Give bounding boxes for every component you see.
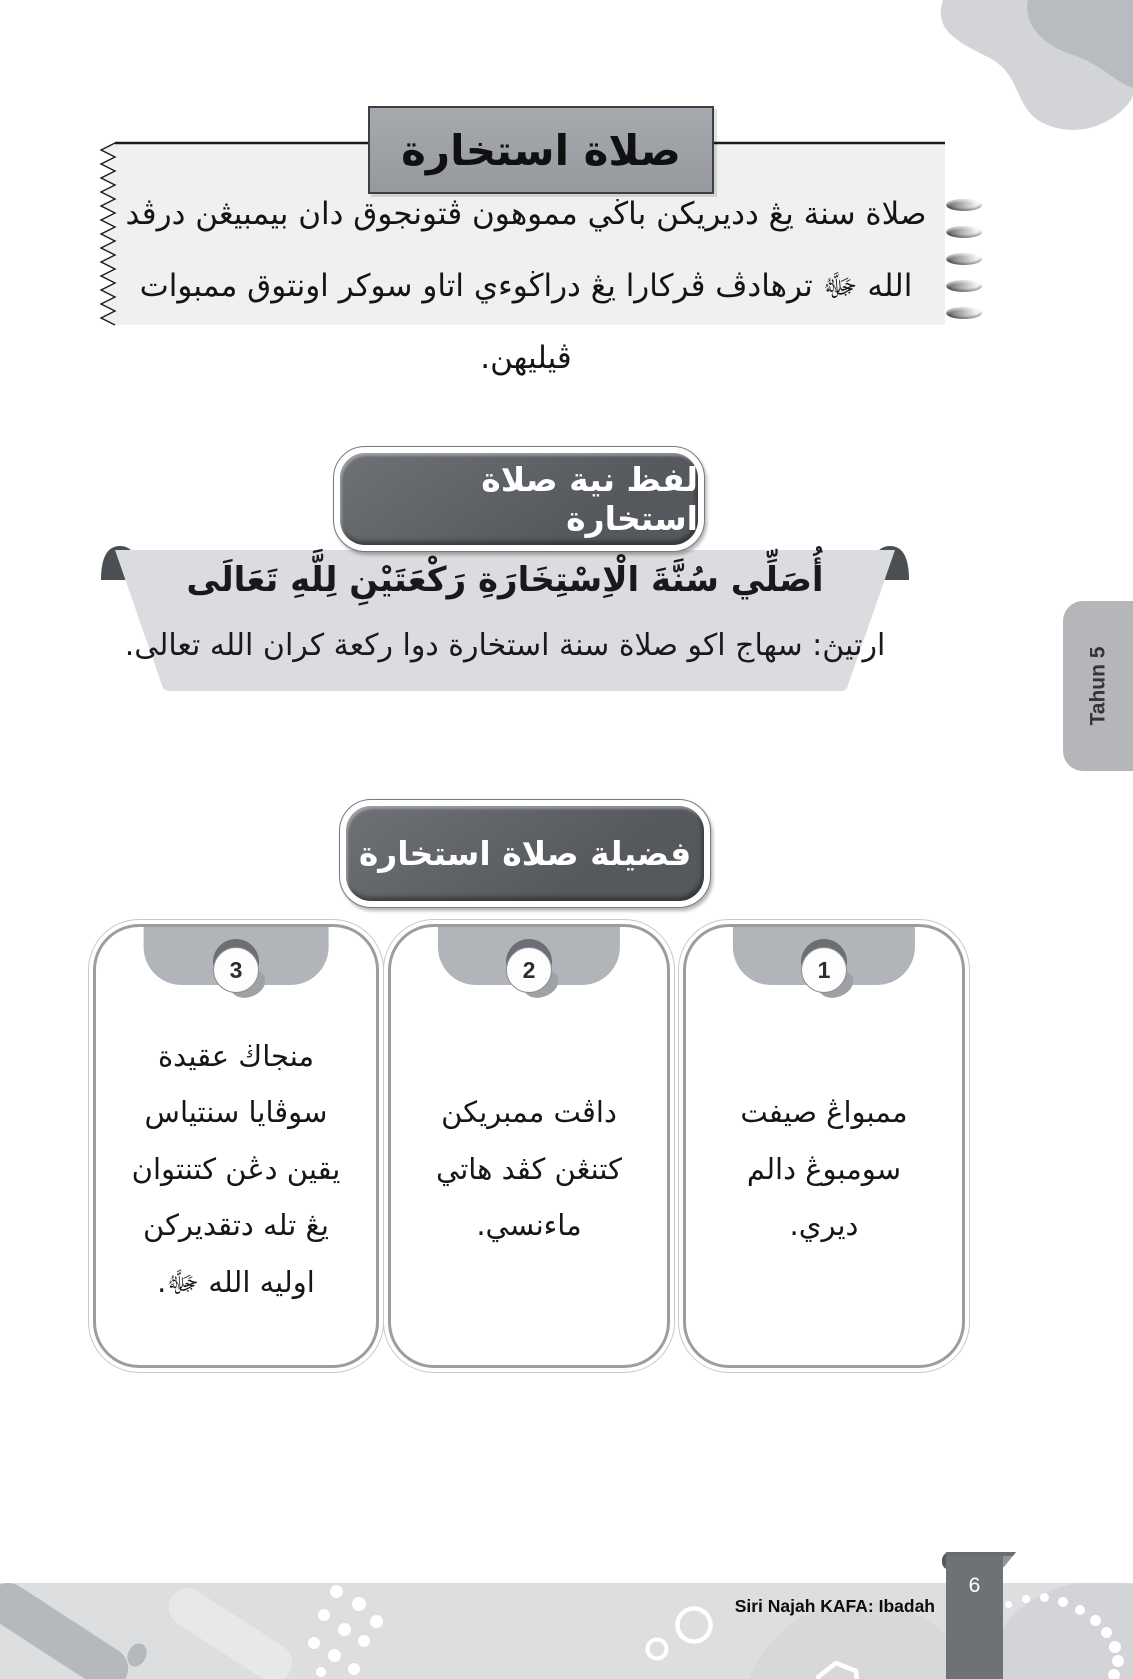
white-dot [352, 1597, 366, 1611]
spiral-ring [946, 253, 982, 265]
card-text: ممبواڠ صيفت سومبوڠ دالم ديري. [740, 1095, 908, 1243]
fadilat-card-1 [683, 924, 965, 1368]
card-text: منجاڬ عقيدة سوڤايا سنتياس يقين دڠن كتنتوان يڠ تله دتقديركن اوليه الله ﷻ. [131, 1038, 341, 1299]
card-number-badge: 3 [213, 947, 259, 993]
page-title-box [368, 106, 714, 194]
arc-dot [1075, 1605, 1085, 1615]
niat-meaning-text: ارتيڽ: سهاج اكو صلاة سنة استخارة دوا ركعة كران الله تعالى. [124, 628, 886, 663]
pentagon-decoration [812, 1659, 868, 1679]
arc-dot [1108, 1669, 1120, 1679]
arc-dot [1112, 1655, 1124, 1667]
white-dot [358, 1635, 370, 1647]
niat-banner [95, 538, 915, 694]
arc-dot [1022, 1595, 1030, 1603]
card-number-badge: 2 [506, 947, 552, 993]
white-dot [318, 1609, 330, 1621]
card-number-badge: 1 [801, 947, 847, 993]
white-dot [328, 1649, 341, 1662]
white-dot [370, 1615, 383, 1628]
side-tab-label: Tahun 5 [1086, 646, 1110, 726]
section-header-lafaz-niat [333, 446, 705, 552]
white-dot [330, 1585, 343, 1598]
spiral-ring [946, 226, 982, 238]
card-text: داڤت ممبريكن كتنڠن كڤد هاتي ماءنسي. [436, 1095, 622, 1243]
arc-dot [1090, 1615, 1101, 1626]
corner-blob-decoration [843, 0, 1133, 145]
page-number-ribbon [942, 1550, 1020, 1679]
spiral-ring [946, 307, 982, 319]
arc-dot [1109, 1641, 1121, 1653]
niat-arabic-text: أُصَلِّي سُنَّةَ الْاِسْتِخَارَةِ رَكْعَتَيْنِ لِلَّهِ تَعَالَى [186, 560, 824, 600]
spiral-binding [946, 199, 986, 334]
intro-paragraph: صلاة سنة يڠ دديريكن باڬي مموهون ڤتونجوق دان بيمبيڠن درڤد الله ﷻ ترهادڤ ڤركارا يڠ دراڬوءي اتاو سوكر اونتوق ممبوات ڤيليهن. [125, 196, 927, 376]
spiral-ring [946, 280, 982, 292]
arc-dot [1101, 1627, 1112, 1638]
arc-dot [1058, 1597, 1068, 1607]
section-header-fadilat [339, 799, 711, 908]
white-dot [316, 1667, 326, 1677]
section-header-label: فضيلة صلاة استخارة [346, 806, 704, 901]
diagonal-bar-decoration [161, 1583, 299, 1679]
page-title: صلاة استخارة [401, 125, 681, 175]
footer-series-title: Siri Najah KAFA: Ibadah [734, 1596, 935, 1616]
white-dot [308, 1637, 320, 1649]
side-tab-tahun [1063, 601, 1133, 771]
fadilat-card-2 [388, 924, 670, 1368]
white-dot [338, 1623, 351, 1636]
spiral-ring [946, 199, 982, 211]
arc-dot [1040, 1593, 1049, 1602]
page-number: 6 [968, 1574, 981, 1597]
diagonal-bar-decoration [0, 1583, 136, 1679]
fadilat-card-3 [93, 924, 379, 1368]
white-dot [348, 1663, 360, 1675]
section-header-label: لفظ نية صلاة استخارة [340, 453, 698, 545]
